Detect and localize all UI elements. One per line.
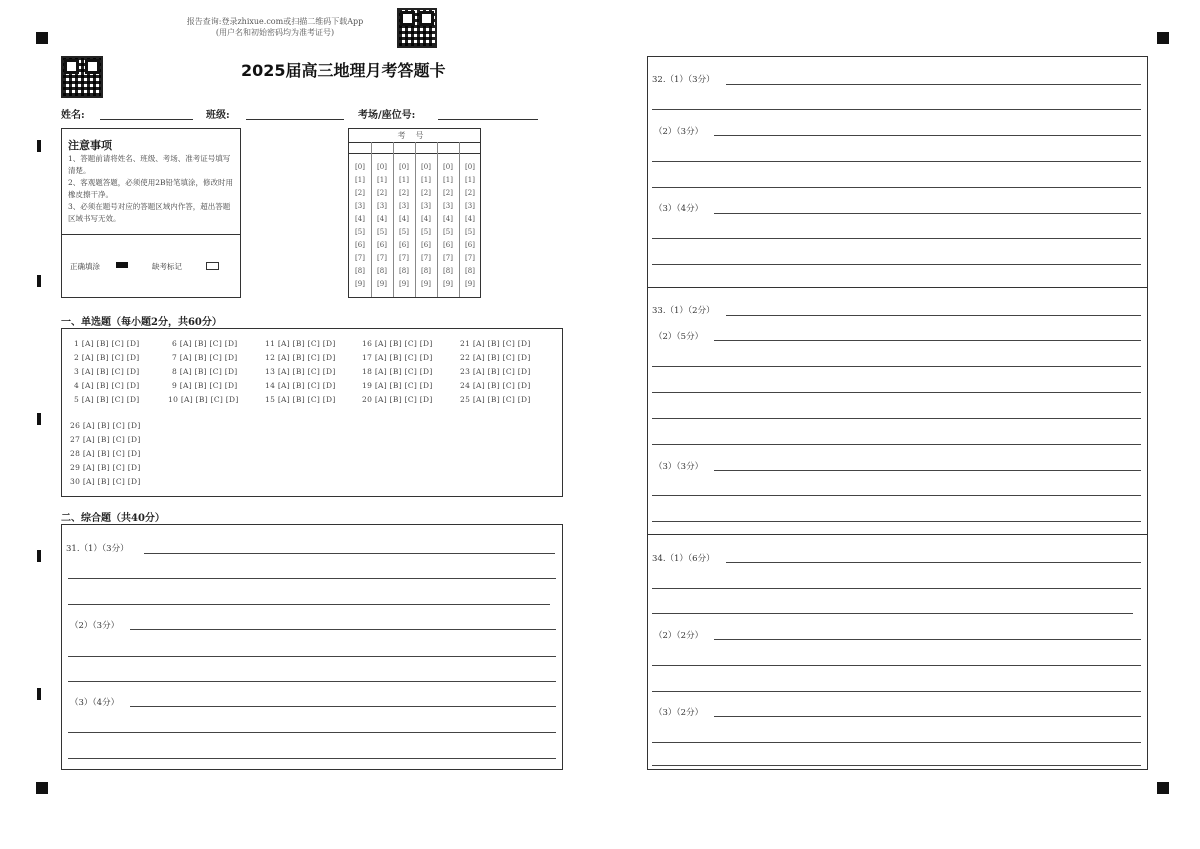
name-field[interactable]	[100, 119, 193, 120]
class-field[interactable]	[246, 119, 344, 120]
q34-part2-label: （2）（2分）	[654, 631, 704, 641]
corner-mark-bottom-right	[1157, 782, 1169, 794]
exam-digit-bubble[interactable]: [2]	[443, 189, 453, 197]
answer-line[interactable]	[652, 238, 1141, 239]
exam-digit-bubble[interactable]: [2]	[355, 189, 365, 197]
choice-item[interactable]: 14 [A] [B] [C] [D]	[265, 381, 336, 390]
exam-digit-bubble[interactable]: [5]	[443, 228, 453, 236]
exam-digit-bubble[interactable]: [0]	[465, 163, 475, 171]
app-qr-code-icon[interactable]	[397, 8, 437, 48]
exam-digit-bubble[interactable]: [2]	[377, 189, 387, 197]
notes-title: 注意事项	[68, 139, 112, 152]
exam-digit-bubble[interactable]: [3]	[377, 202, 387, 210]
exam-digit-bubble[interactable]: [9]	[355, 280, 365, 288]
timing-mark	[37, 688, 41, 700]
answer-line[interactable]	[726, 562, 1141, 563]
exam-digit-bubble[interactable]: [5]	[421, 228, 431, 236]
choice-item[interactable]: 6 [A] [B] [C] [D]	[172, 339, 238, 348]
exam-number-grid	[348, 128, 481, 298]
answer-line[interactable]	[714, 470, 1141, 471]
answer-line[interactable]	[714, 716, 1141, 717]
exam-digit-bubble[interactable]: [0]	[421, 163, 431, 171]
exam-digit-bubble[interactable]: [1]	[465, 176, 475, 184]
exam-digit-bubble[interactable]: [1]	[399, 176, 409, 184]
answer-line[interactable]	[144, 553, 555, 554]
answer-line[interactable]	[68, 578, 556, 579]
exam-digit-bubble[interactable]: [6]	[443, 241, 453, 249]
exam-digit-bubble[interactable]: [4]	[377, 215, 387, 223]
exam-digit-bubble[interactable]: [2]	[421, 189, 431, 197]
answer-line[interactable]	[652, 161, 1141, 162]
exam-digit-bubble[interactable]: [4]	[355, 215, 365, 223]
section2-title: 二、综合题（共40分）	[61, 513, 165, 524]
answer-line[interactable]	[652, 495, 1141, 496]
answer-line[interactable]	[68, 604, 550, 605]
single-choice-box	[61, 328, 563, 497]
answer-line[interactable]	[652, 109, 1141, 110]
student-qr-code-icon	[61, 56, 103, 98]
answer-line[interactable]	[714, 639, 1141, 640]
exam-digit-bubble[interactable]: [7]	[443, 254, 453, 262]
exam-digit-bubble[interactable]: [9]	[421, 280, 431, 288]
q33-part3-label: （3）（3分）	[654, 462, 704, 472]
exam-digit-bubble[interactable]: [9]	[443, 280, 453, 288]
q31-part3-label: （3）（4分）	[70, 698, 120, 708]
choice-item[interactable]: 16 [A] [B] [C] [D]	[362, 339, 433, 348]
notes-list	[68, 153, 236, 225]
choice-item[interactable]: 4 [A] [B] [C] [D]	[74, 381, 140, 390]
choice-item[interactable]: 27 [A] [B] [C] [D]	[70, 435, 141, 444]
page-title: 2025届高三地理月考答题卡	[241, 61, 446, 80]
notes-item: 3、必须在题号对应的答题区域内作答，超出答题区域书写无效。	[68, 202, 231, 223]
exam-digit-bubble[interactable]: [5]	[399, 228, 409, 236]
corner-mark-bottom-left	[36, 782, 48, 794]
timing-mark	[37, 413, 41, 425]
question-32-box	[647, 56, 1148, 288]
absent-checkbox[interactable]	[206, 262, 219, 270]
choice-item[interactable]: 15 [A] [B] [C] [D]	[265, 395, 336, 404]
correct-fill-label: 正确填涂	[70, 262, 100, 271]
exam-digit-bubble[interactable]: [4]	[421, 215, 431, 223]
corner-mark-top-right	[1157, 32, 1169, 44]
notes-box	[61, 128, 241, 298]
answer-line[interactable]	[652, 613, 1133, 614]
exam-digit-bubble[interactable]: [4]	[399, 215, 409, 223]
exam-digit-bubble[interactable]: [6]	[355, 241, 365, 249]
exam-digit-bubble[interactable]: [7]	[421, 254, 431, 262]
answer-line[interactable]	[68, 681, 556, 682]
exam-digit-bubble[interactable]: [7]	[465, 254, 475, 262]
choice-item[interactable]: 9 [A] [B] [C] [D]	[172, 381, 238, 390]
exam-digit-bubble[interactable]: [0]	[377, 163, 387, 171]
exam-digit-bubble[interactable]: [7]	[377, 254, 387, 262]
notes-divider	[62, 234, 240, 235]
q32-part2-label: （2）（3分）	[654, 127, 704, 137]
choice-item[interactable]: 5 [A] [B] [C] [D]	[74, 395, 140, 404]
timing-mark	[37, 275, 41, 287]
answer-line[interactable]	[130, 629, 556, 630]
choice-item[interactable]: 10 [A] [B] [C] [D]	[168, 395, 239, 404]
answer-line[interactable]	[652, 765, 1141, 766]
exam-digit-bubble[interactable]: [6]	[465, 241, 475, 249]
choice-item[interactable]: 17 [A] [B] [C] [D]	[362, 353, 433, 362]
exam-digit-bubble[interactable]: [6]	[421, 241, 431, 249]
exam-digit-bubble[interactable]: [5]	[377, 228, 387, 236]
answer-line[interactable]	[130, 706, 556, 707]
choice-item[interactable]: 7 [A] [B] [C] [D]	[172, 353, 238, 362]
choice-item[interactable]: 29 [A] [B] [C] [D]	[70, 463, 141, 472]
answer-line[interactable]	[714, 135, 1141, 136]
exam-digit-bubble[interactable]: [3]	[399, 202, 409, 210]
choice-item[interactable]: 28 [A] [B] [C] [D]	[70, 449, 141, 458]
answer-line[interactable]	[68, 732, 556, 733]
choice-item[interactable]: 24 [A] [B] [C] [D]	[460, 381, 531, 390]
choice-item[interactable]: 12 [A] [B] [C] [D]	[265, 353, 336, 362]
choice-item[interactable]: 20 [A] [B] [C] [D]	[362, 395, 433, 404]
exam-digit-bubble[interactable]: [8]	[377, 267, 387, 275]
notes-item: 2、客观题答题，必须使用2B铅笔填涂，修改时用橡皮擦干净。	[68, 178, 234, 199]
exam-digit-bubble[interactable]: [8]	[355, 267, 365, 275]
q34-part3-label: （3）（2分）	[654, 708, 704, 718]
exam-digit-bubble[interactable]: [1]	[443, 176, 453, 184]
timing-mark	[37, 140, 41, 152]
q31-part1-label: 31.（1）（3分）	[66, 544, 129, 554]
timing-mark	[37, 550, 41, 562]
answer-line[interactable]	[652, 418, 1141, 419]
exam-digit-bubble[interactable]: [0]	[443, 163, 453, 171]
answer-line[interactable]	[652, 588, 1141, 589]
name-label: 姓名:	[61, 110, 85, 121]
answer-line[interactable]	[714, 213, 1141, 214]
answer-line[interactable]	[652, 691, 1141, 692]
answer-line[interactable]	[68, 656, 556, 657]
seat-label: 考场/座位号:	[358, 110, 416, 121]
exam-digit-bubble[interactable]: [1]	[421, 176, 431, 184]
q33-part1-label: 33.（1）（2分）	[652, 306, 715, 316]
q32-part1-label: 32.（1）（3分）	[652, 75, 715, 85]
answer-line[interactable]	[652, 444, 1141, 445]
exam-digit-bubble[interactable]: [2]	[399, 189, 409, 197]
answer-line[interactable]	[652, 392, 1141, 393]
choice-item[interactable]: 11 [A] [B] [C] [D]	[265, 339, 336, 348]
class-label: 班级:	[206, 110, 230, 121]
choice-item[interactable]: 18 [A] [B] [C] [D]	[362, 367, 433, 376]
answer-line[interactable]	[652, 521, 1141, 522]
report-notice	[160, 16, 390, 38]
question-34-box	[647, 534, 1148, 770]
notes-item: 1、答题前请将姓名、班级、考场、准考证号填写清楚。	[68, 154, 231, 175]
exam-digit-bubble[interactable]: [2]	[465, 189, 475, 197]
exam-digit-bubble[interactable]: [8]	[399, 267, 409, 275]
answer-line[interactable]	[652, 366, 1141, 367]
exam-digit-bubble[interactable]: [7]	[355, 254, 365, 262]
question-31-box	[61, 524, 563, 770]
q34-part1-label: 34.（1）（6分）	[652, 554, 715, 564]
choice-item[interactable]: 19 [A] [B] [C] [D]	[362, 381, 433, 390]
exam-digit-bubble[interactable]: [5]	[465, 228, 475, 236]
section1-title: 一、单选题（每小题2分，共60分）	[61, 317, 222, 328]
exam-digit-bubble[interactable]: [5]	[355, 228, 365, 236]
exam-digit-bubble[interactable]: [4]	[443, 215, 453, 223]
answer-line[interactable]	[652, 742, 1141, 743]
seat-field[interactable]	[438, 119, 538, 120]
choice-item[interactable]: 26 [A] [B] [C] [D]	[70, 421, 141, 430]
exam-digit-bubble[interactable]: [8]	[443, 267, 453, 275]
absent-mark-label: 缺考标记	[152, 262, 182, 271]
q32-part3-label: （3）（4分）	[654, 204, 704, 214]
choice-item[interactable]: 8 [A] [B] [C] [D]	[172, 367, 238, 376]
exam-digit-bubble[interactable]: [7]	[399, 254, 409, 262]
exam-digit-bubble[interactable]: [3]	[443, 202, 453, 210]
exam-digit-bubble[interactable]: [8]	[421, 267, 431, 275]
exam-digit-bubble[interactable]: [6]	[399, 241, 409, 249]
exam-digit-bubble[interactable]: [9]	[377, 280, 387, 288]
q33-part2-label: （2）（5分）	[654, 332, 704, 342]
filled-sample-icon	[116, 262, 128, 268]
choice-item[interactable]: 25 [A] [B] [C] [D]	[460, 395, 531, 404]
answer-line[interactable]	[726, 315, 1141, 316]
exam-digit-bubble[interactable]: [3]	[355, 202, 365, 210]
exam-digit-bubble[interactable]: [3]	[465, 202, 475, 210]
q31-part2-label: （2）（3分）	[70, 621, 120, 631]
exam-digit-bubble[interactable]: [4]	[465, 215, 475, 223]
report-notice-line1: 报告查询:登录zhixue.com或扫描二维码下载App	[186, 17, 364, 26]
exam-digit-bubble[interactable]: [0]	[355, 163, 365, 171]
answer-line[interactable]	[652, 264, 1141, 265]
corner-mark-top-left	[36, 32, 48, 44]
choice-item[interactable]: 1 [A] [B] [C] [D]	[74, 339, 140, 348]
exam-digit-bubble[interactable]: [1]	[355, 176, 365, 184]
choice-item[interactable]: 2 [A] [B] [C] [D]	[74, 353, 140, 362]
answer-line[interactable]	[726, 84, 1141, 85]
choice-item[interactable]: 21 [A] [B] [C] [D]	[460, 339, 531, 348]
choice-item[interactable]: 23 [A] [B] [C] [D]	[460, 367, 531, 376]
exam-digit-bubble[interactable]: [8]	[465, 267, 475, 275]
answer-line[interactable]	[652, 665, 1141, 666]
exam-digit-bubble[interactable]: [9]	[399, 280, 409, 288]
question-33-box	[647, 287, 1148, 535]
answer-line[interactable]	[652, 187, 1141, 188]
exam-digit-bubble[interactable]: [1]	[377, 176, 387, 184]
exam-digit-bubble[interactable]: [0]	[399, 163, 409, 171]
choice-item[interactable]: 30 [A] [B] [C] [D]	[70, 477, 141, 486]
answer-line[interactable]	[714, 340, 1141, 341]
choice-item[interactable]: 13 [A] [B] [C] [D]	[265, 367, 336, 376]
report-notice-line2: (用户名和初始密码均为准考证号)	[215, 28, 335, 37]
exam-digit-bubble[interactable]: [6]	[377, 241, 387, 249]
choice-item[interactable]: 3 [A] [B] [C] [D]	[74, 367, 140, 376]
exam-digit-bubble[interactable]: [9]	[465, 280, 475, 288]
exam-digit-bubble[interactable]: [3]	[421, 202, 431, 210]
answer-line[interactable]	[68, 758, 556, 759]
exam-number-header: 考号	[397, 131, 434, 140]
choice-item[interactable]: 22 [A] [B] [C] [D]	[460, 353, 531, 362]
